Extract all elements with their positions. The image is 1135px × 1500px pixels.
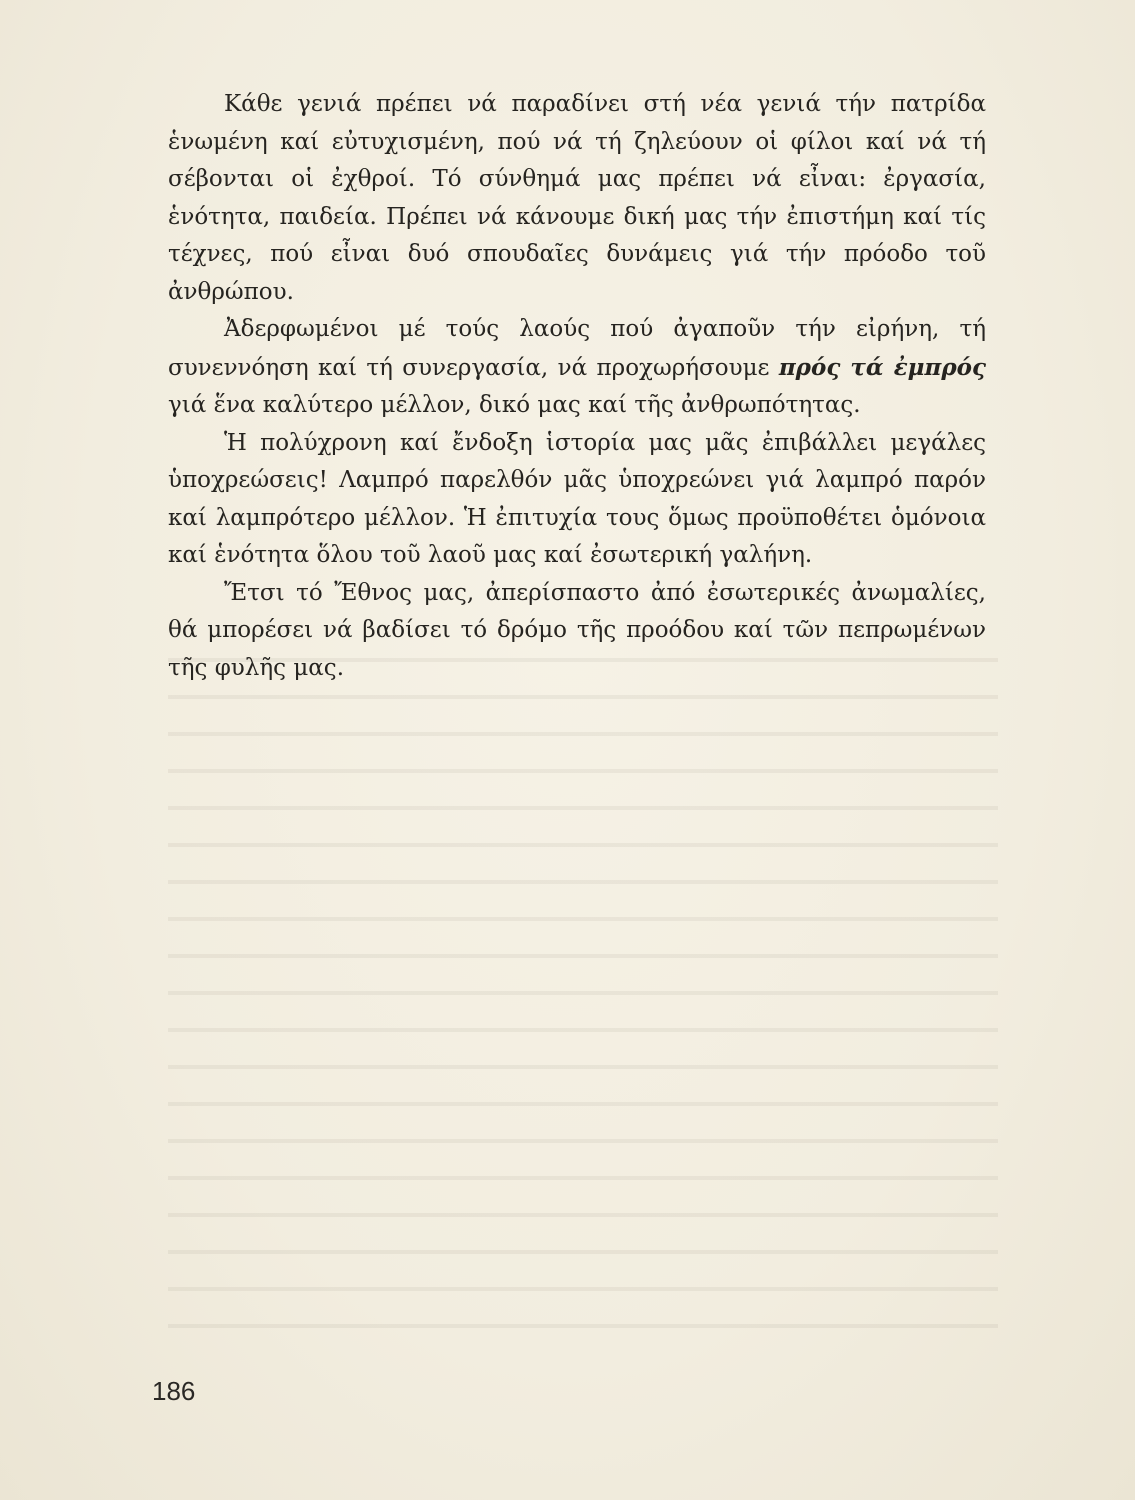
- paragraph-2-before: Ἀδερφωμένοι μέ τούς λαούς πού ἀγαποῦν τήν εἰρήνη, τή συνεννόηση καί τή συνεργασία, νά προχωρήσουμε: [168, 316, 986, 381]
- show-through-texture: [168, 640, 998, 1340]
- paragraph-4: Ἔτσι τό Ἔθνος μας, ἀπερίσπαστο ἀπό ἐσωτερικές ἀνωμαλίες, θά μπορέσει νά βαδίσει τό δρόμο τῆς προόδου καί τῶν πεπρωμένων τῆς φυλῆς μας.: [168, 579, 986, 681]
- paragraph-2-after: γιά ἕνα καλύτερο μέλλον, δικό μας καί τῆς ἀνθρωπότητας.: [168, 392, 861, 418]
- paragraph-2: [168, 311, 986, 425]
- paragraph-2-emphasis: πρός τά ἐμπρός: [778, 353, 986, 381]
- paragraph-1: Κάθε γενιά πρέπει νά παραδίνει στή νέα γενιά τήν πατρίδα ἑνωμένη καί εὐτυχισμένη, πού νά τή ζηλεύουν οἱ φίλοι καί νά τή σέβονται οἱ ἐχθροί. Τό σύνθημά μας πρέπει νά εἶναι: ἐργασία, ἑνότητα, παιδεία. Πρέπει νά κάνουμε δική μας τήν ἐπιστήμη καί τίς τέχνες, πού εἶναι δυό σπουδαῖες δυνάμεις γιά τήν πρόοδο τοῦ ἀνθρώπου.: [168, 91, 986, 305]
- page-number: 186: [152, 1376, 196, 1406]
- paragraph-3: Ἡ πολύχρονη καί ἔνδοξη ἱστορία μας μᾶς ἐπιβάλλει μεγάλες ὑποχρεώσεις! Λαμπρό παρελθόν μᾶς ὑποχρεώνει γιά λαμπρό παρόν καί λαμπρότερο μέλλον. Ἡ ἐπιτυχία τους ὅμως προϋποθέτει ὁμόνοια καί ἑνότητα ὅλου τοῦ λαοῦ μας καί ἐσωτερική γαλήνη.: [168, 429, 986, 568]
- body-text: [168, 86, 986, 687]
